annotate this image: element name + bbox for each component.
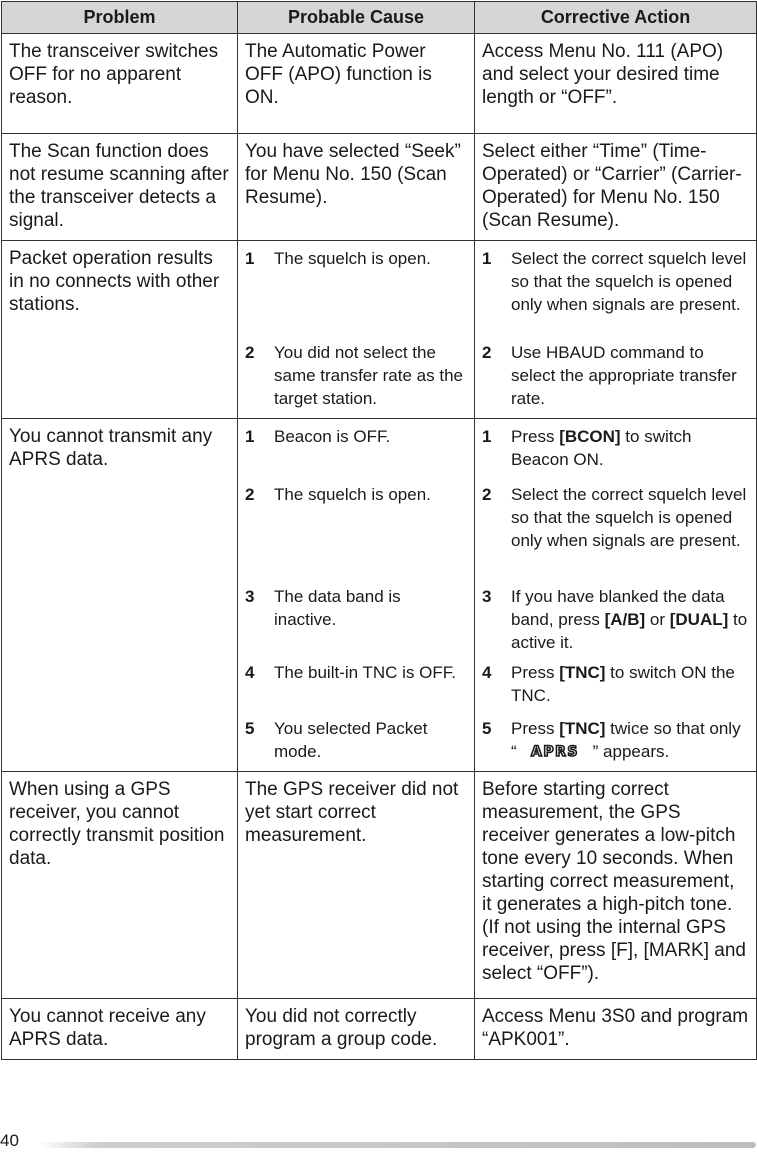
step-number: 1 (245, 427, 255, 446)
step-number: 3 (482, 587, 492, 606)
key-label: [F], [MARK] (610, 940, 710, 961)
cause-cell: The Automatic Power OFF (APO) function is ON. (238, 34, 475, 134)
key-label: [DUAL] (669, 610, 729, 629)
troubleshooting-table (1, 1, 757, 1060)
action-cell: Select either “Time” (Time-Operated) or “Carrier” (Carrier-Operated) for Menu No. 150 (Scan Resume). (475, 134, 757, 241)
problem-cell: The transceiver switches OFF for no apparent reason. (2, 34, 238, 134)
step-cause: The squelch is open. (274, 485, 431, 504)
action-text: or (645, 610, 670, 629)
action-text: to switch Beacon ON. (511, 427, 692, 469)
footer-divider (38, 1142, 756, 1148)
step-item (245, 247, 467, 341)
step-number: 2 (482, 485, 492, 504)
cause-cell (238, 419, 475, 772)
action-text: to active it. (511, 610, 748, 652)
header-problem: Problem (2, 2, 238, 34)
key-label: [TNC] (559, 719, 606, 738)
step-cause: The built-in TNC is OFF. (274, 663, 457, 682)
key-label: [TNC] (559, 663, 606, 682)
step-item (245, 585, 467, 661)
action-cell: Access Menu No. 111 (APO) and select your desired time length or “OFF”. (475, 34, 757, 134)
step-number: 4 (482, 663, 492, 682)
step-item (482, 247, 749, 341)
cause-cell: You did not correctly program a group code. (238, 999, 475, 1060)
action-text: Press (511, 719, 560, 738)
header-probable-cause: Probable Cause (238, 2, 475, 34)
key-label: [A/B] (604, 610, 646, 629)
action-cell (475, 241, 757, 419)
step-number: 4 (245, 663, 255, 682)
step-number: 5 (482, 719, 492, 738)
action-text: to switch ON the TNC. (511, 663, 735, 705)
step-number: 3 (245, 587, 255, 606)
step-item (245, 661, 467, 717)
action-text: ” appears. (592, 742, 670, 761)
step-action (511, 717, 749, 763)
cause-cell: The GPS receiver did not yet start correct measurement. (238, 772, 475, 999)
action-cell (475, 419, 757, 772)
action-text: Before starting correct measurement, the GPS receiver generates a low-pitch tone every 10 seconds. When starting correct measurement, it generates a high-pitch tone. (If not using the internal GPS receiver, press (482, 779, 736, 961)
cause-cell: You have selected “Seek” for Menu No. 150 (Scan Resume). (238, 134, 475, 241)
step-item (482, 661, 749, 717)
step-item (482, 483, 749, 585)
step-item (482, 717, 749, 763)
aprs-logo-icon (517, 744, 593, 758)
table-row (2, 999, 757, 1060)
step-action (511, 661, 749, 717)
step-item (245, 341, 467, 410)
aprs-logo-text: APRS (530, 744, 579, 758)
step-cause: You did not select the same transfer rate as the target station. (274, 343, 463, 408)
table-row (2, 419, 757, 772)
step-action (511, 425, 749, 483)
step-item (482, 425, 749, 483)
step-cause: The squelch is open. (274, 249, 431, 268)
problem-cell: When using a GPS receiver, you cannot correctly transmit position data. (2, 772, 238, 999)
step-action (511, 585, 749, 661)
problem-cell: You cannot receive any APRS data. (2, 999, 238, 1060)
table-row (2, 241, 757, 419)
step-item (245, 483, 467, 585)
action-cell (475, 772, 757, 999)
problem-cell: Packet operation results in no connects with other stations. (2, 241, 238, 419)
step-item (245, 425, 467, 483)
step-number: 1 (482, 249, 492, 268)
step-number: 2 (482, 343, 492, 362)
action-text: twice so that only “ (511, 719, 741, 761)
step-action: Select the correct squelch level so that the squelch is opened only when signals are present. (511, 485, 747, 550)
step-number: 5 (245, 719, 255, 738)
header-corrective-action: Corrective Action (475, 2, 757, 34)
action-text: Press (511, 427, 560, 446)
problem-cell: You cannot transmit any APRS data. (2, 419, 238, 772)
page-number: 40 (0, 1131, 19, 1150)
problem-cell: The Scan function does not resume scanning after the transceiver detects a signal. (2, 134, 238, 241)
step-item (482, 341, 749, 410)
action-text: Press (511, 663, 560, 682)
step-cause: Beacon is OFF. (274, 427, 391, 446)
step-number: 1 (245, 249, 255, 268)
table-row (2, 34, 757, 134)
action-text: and select “OFF”). (482, 940, 746, 984)
table-header-row (2, 2, 757, 34)
step-number: 1 (482, 427, 492, 446)
table-row (2, 772, 757, 999)
cause-cell (238, 241, 475, 419)
step-action: Select the correct squelch level so that the squelch is opened only when signals are present. (511, 249, 747, 314)
key-label: [BCON] (559, 427, 621, 446)
step-item (245, 717, 467, 763)
step-number: 2 (245, 485, 255, 504)
action-text: If you have blanked the data band, press (511, 587, 725, 629)
action-cell: Access Menu 3S0 and program “APK001”. (475, 999, 757, 1060)
step-cause: You selected Packet mode. (274, 719, 428, 761)
step-action: Use HBAUD command to select the appropriate transfer rate. (511, 343, 737, 408)
step-cause: The data band is inactive. (274, 587, 401, 629)
table-row (2, 134, 757, 241)
step-number: 2 (245, 343, 255, 362)
step-item (482, 585, 749, 661)
